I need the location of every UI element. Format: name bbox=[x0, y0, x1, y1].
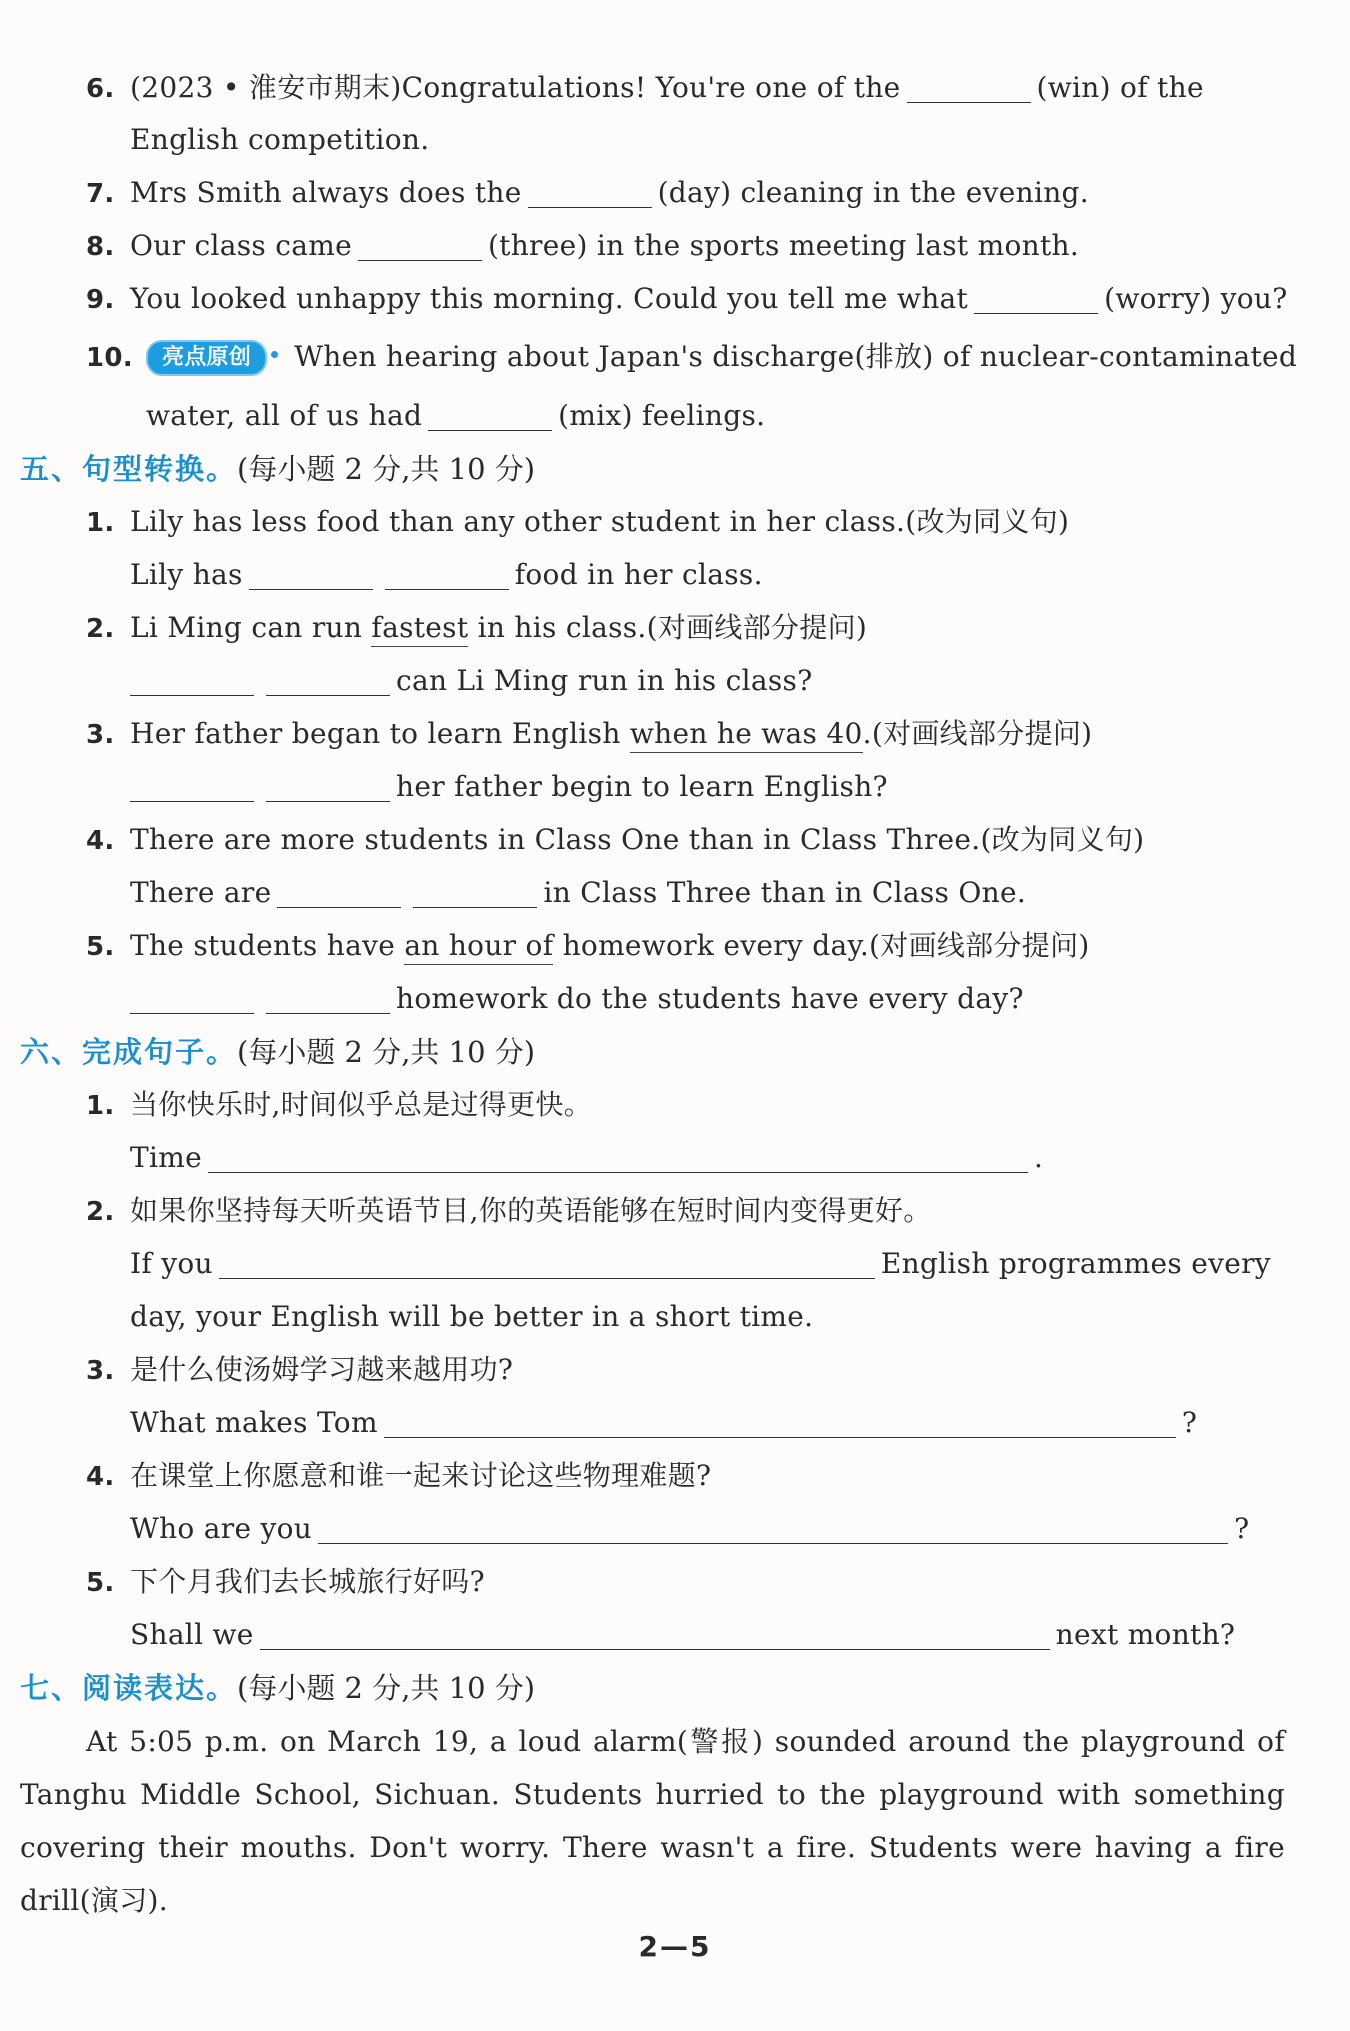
item-number: 3. bbox=[86, 720, 115, 750]
item-10-line2 bbox=[146, 396, 765, 436]
s5-item-1-answer bbox=[130, 555, 763, 595]
item-text: (2023 • 淮安市期末)Congratulations! You're one of the bbox=[130, 71, 901, 104]
item-text: The students have bbox=[130, 929, 396, 962]
item-text: homework do the students have every day? bbox=[396, 982, 1024, 1015]
item-text: food in her class. bbox=[514, 558, 763, 591]
item-text: Lily has less food than any other student in her class.(改为同义句) bbox=[130, 505, 1070, 538]
s6-item-1-chinese bbox=[86, 1085, 592, 1126]
answer-blank[interactable] bbox=[907, 72, 1031, 103]
s6-item-2-chinese bbox=[86, 1191, 932, 1232]
item-text: There are more students in Class One than in Class Three.(改为同义句) bbox=[130, 823, 1145, 856]
s6-item-2-answer-line2: day, your English will be better in a short time. bbox=[130, 1300, 814, 1333]
item-number: 2. bbox=[86, 614, 115, 644]
item-10-line1 bbox=[86, 337, 1297, 378]
item-number: 8. bbox=[86, 232, 115, 262]
item-text: 当你快乐时,时间似乎总是过得更快。 bbox=[130, 1088, 593, 1121]
answer-blank[interactable] bbox=[277, 877, 401, 908]
s5-item-5-question bbox=[86, 926, 1090, 967]
s6-item-5-chinese bbox=[86, 1562, 485, 1603]
passage-line-2: Tanghu Middle School, Sichuan. Students hurried to the playground with something bbox=[20, 1778, 1285, 1811]
item-text: Our class came bbox=[130, 229, 352, 262]
item-text: Who are you bbox=[130, 1512, 313, 1545]
item-text: What makes Tom bbox=[130, 1406, 378, 1439]
item-text: her father begin to learn English? bbox=[396, 770, 888, 803]
s5-item-2-question bbox=[86, 608, 867, 649]
section-title: 七、阅读表达。 bbox=[20, 1671, 238, 1705]
answer-blank[interactable] bbox=[249, 559, 373, 590]
item-text: Lily has bbox=[130, 558, 243, 591]
s6-item-1-answer bbox=[130, 1138, 1043, 1178]
item-text: (day) cleaning in the evening. bbox=[657, 176, 1089, 209]
answer-blank[interactable] bbox=[208, 1142, 1028, 1173]
item-text: If you bbox=[130, 1247, 213, 1280]
s5-item-5-answer bbox=[124, 979, 1024, 1019]
answer-blank[interactable] bbox=[260, 1619, 1050, 1650]
item-text: ? bbox=[1181, 1406, 1198, 1439]
item-6-line2: English competition. bbox=[130, 123, 430, 156]
item-text: next month? bbox=[1055, 1618, 1236, 1651]
s6-item-4-answer bbox=[130, 1509, 1249, 1549]
answer-blank[interactable] bbox=[358, 230, 482, 261]
answer-blank[interactable] bbox=[130, 665, 254, 696]
item-text: 是什么使汤姆学习越来越用功? bbox=[130, 1353, 514, 1386]
s6-item-5-answer bbox=[130, 1615, 1235, 1655]
item-number: 2. bbox=[86, 1197, 115, 1227]
item-text: homework every day.(对画线部分提问) bbox=[562, 929, 1090, 962]
item-text: .(对画线部分提问) bbox=[862, 717, 1093, 750]
item-number: 4. bbox=[86, 1462, 115, 1492]
passage-line-3: covering their mouths. Don't worry. There wasn't a fire. Students were having a fire bbox=[20, 1831, 1285, 1864]
section-title: 六、完成句子。 bbox=[20, 1035, 238, 1069]
item-number: 4. bbox=[86, 826, 115, 856]
item-text: Li Ming can run bbox=[130, 611, 363, 644]
answer-blank[interactable] bbox=[428, 400, 552, 431]
page-number: 2—5 bbox=[638, 1930, 712, 1963]
item-text: Mrs Smith always does the bbox=[130, 176, 522, 209]
answer-blank[interactable] bbox=[266, 665, 390, 696]
item-number: 1. bbox=[86, 1091, 115, 1121]
section-note: (每小题 2 分,共 10 分) bbox=[237, 1671, 536, 1705]
item-9 bbox=[86, 279, 1288, 320]
item-number: 3. bbox=[86, 1356, 115, 1386]
underlined-phrase: when he was 40 bbox=[630, 717, 863, 753]
underlined-phrase: fastest bbox=[371, 611, 468, 647]
answer-blank[interactable] bbox=[266, 983, 390, 1014]
answer-blank[interactable] bbox=[130, 771, 254, 802]
answer-blank[interactable] bbox=[974, 283, 1098, 314]
s5-item-2-answer bbox=[124, 661, 813, 701]
s6-item-3-chinese bbox=[86, 1350, 513, 1391]
item-text: You looked unhappy this morning. Could you tell me what bbox=[130, 282, 969, 315]
item-text: Her father began to learn English bbox=[130, 717, 621, 750]
item-text: in his class.(对画线部分提问) bbox=[477, 611, 868, 644]
answer-blank[interactable] bbox=[130, 983, 254, 1014]
item-text: 下个月我们去长城旅行好吗? bbox=[130, 1565, 485, 1598]
badge-dot-icon bbox=[271, 351, 278, 358]
passage-line-1: At 5:05 p.m. on March 19, a loud alarm(警报) sounded around the playground of bbox=[86, 1725, 1285, 1758]
answer-blank[interactable] bbox=[266, 771, 390, 802]
section-title: 五、句型转换。 bbox=[20, 452, 238, 486]
item-number: 7. bbox=[86, 179, 115, 209]
s6-item-2-answer bbox=[130, 1244, 1271, 1284]
section-5-header bbox=[20, 449, 535, 489]
item-text: 在课堂上你愿意和谁一起来讨论这些物理难题? bbox=[130, 1459, 712, 1492]
item-text: water, all of us had bbox=[146, 399, 423, 432]
item-text: English programmes every bbox=[880, 1247, 1271, 1280]
item-text: ? bbox=[1234, 1512, 1250, 1545]
s5-item-3-question bbox=[86, 714, 1092, 755]
item-text: When hearing about Japan's discharge(排放) of nuclear-contaminated bbox=[294, 340, 1298, 373]
passage-line-4: drill(演习). bbox=[20, 1884, 168, 1917]
item-text: can Li Ming run in his class? bbox=[396, 664, 813, 697]
item-7 bbox=[86, 173, 1089, 214]
item-number: 9. bbox=[86, 285, 115, 315]
item-number: 5. bbox=[86, 932, 115, 962]
item-6-line1 bbox=[86, 68, 1286, 109]
item-number: 1. bbox=[86, 508, 115, 538]
item-text: . bbox=[1033, 1141, 1044, 1174]
answer-blank[interactable] bbox=[413, 877, 537, 908]
answer-blank[interactable] bbox=[318, 1513, 1228, 1544]
s6-item-4-chinese bbox=[86, 1456, 711, 1497]
section-7-header bbox=[20, 1668, 535, 1708]
answer-blank[interactable] bbox=[385, 559, 509, 590]
section-6-header bbox=[20, 1032, 535, 1072]
section-note: (每小题 2 分,共 10 分) bbox=[237, 1035, 536, 1069]
s5-item-1-question bbox=[86, 502, 1069, 543]
s5-item-4-question bbox=[86, 820, 1144, 861]
item-text: Time bbox=[130, 1141, 202, 1174]
item-text: 如果你坚持每天听英语节目,你的英语能够在短时间内变得更好。 bbox=[130, 1194, 932, 1227]
item-number: 10. bbox=[86, 343, 133, 373]
item-text: (mix) feelings. bbox=[558, 399, 766, 432]
section-note: (每小题 2 分,共 10 分) bbox=[237, 452, 536, 486]
item-text: (worry) you? bbox=[1104, 282, 1288, 315]
item-8 bbox=[86, 226, 1079, 267]
underlined-phrase: an hour of bbox=[404, 929, 553, 965]
item-hint: (win) of the bbox=[1036, 71, 1204, 104]
answer-blank[interactable] bbox=[384, 1407, 1176, 1438]
item-number: 6. bbox=[86, 74, 115, 104]
item-text: (three) in the sports meeting last month. bbox=[487, 229, 1080, 262]
item-number: 5. bbox=[86, 1568, 115, 1598]
answer-blank[interactable] bbox=[528, 177, 652, 208]
s5-item-4-answer bbox=[130, 873, 1026, 913]
answer-blank[interactable] bbox=[219, 1248, 875, 1279]
s6-item-3-answer bbox=[130, 1403, 1197, 1443]
item-text: There are bbox=[130, 876, 272, 909]
item-text: in Class Three than in Class One. bbox=[543, 876, 1027, 909]
s5-item-3-answer bbox=[124, 767, 888, 807]
item-text: Shall we bbox=[130, 1618, 254, 1651]
original-badge: 亮点原创 bbox=[146, 340, 267, 376]
